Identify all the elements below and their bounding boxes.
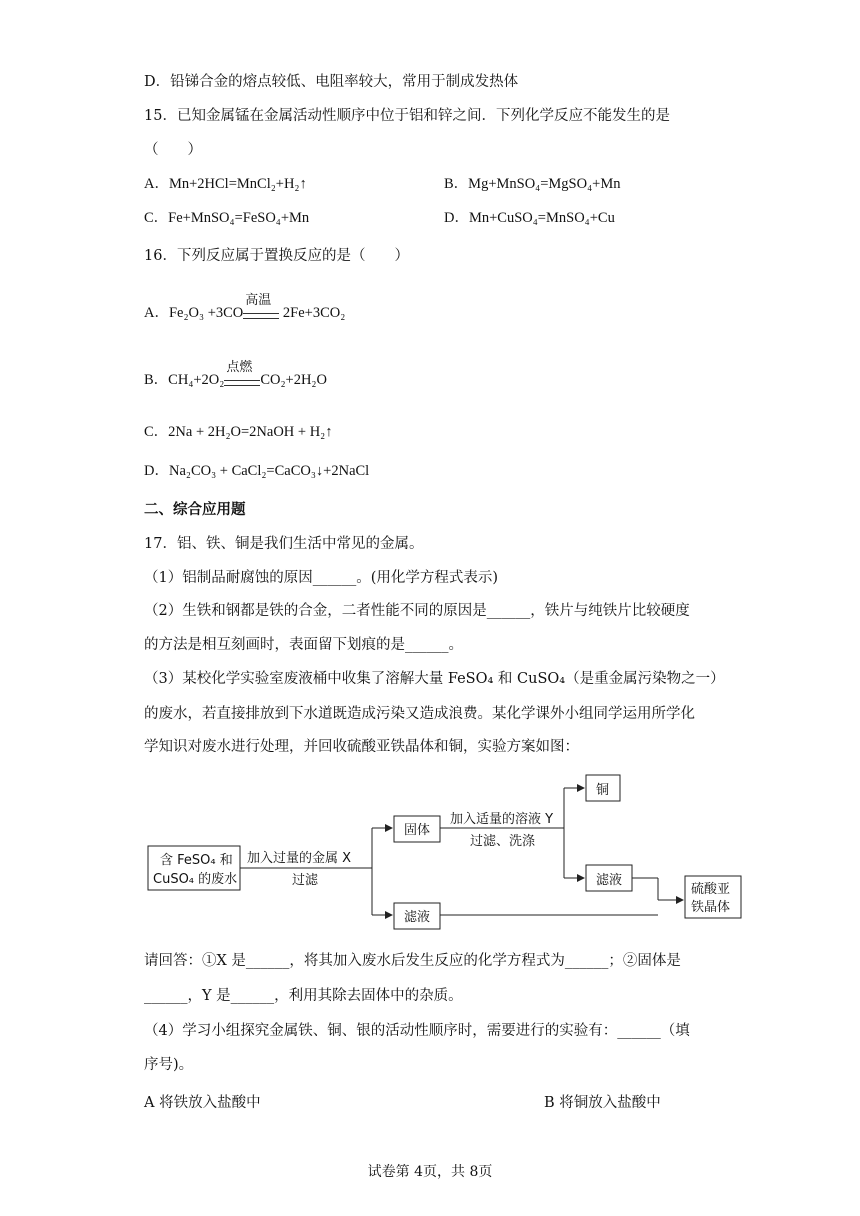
q16-option-a [144,292,346,324]
step1-operation: 过滤 [292,873,319,888]
q17-part3-line3: 学知识对废水进行处理，并回收硫酸亚铁晶体和铜，实验方案如图： [144,739,579,755]
q15-stem: 15．已知金属锰在金属活动性顺序中位于铝和锌之间．下列化学反应不能发生的是 [144,108,670,124]
reaction-condition [243,292,279,324]
process-flowchart [140,770,750,940]
equals-sign [224,380,260,386]
wastewater-label-2: CuSO₄ 的废水 [153,872,238,887]
filtrate-label-2: 滤液 [596,873,623,888]
q16-option-b [144,359,327,391]
q16-stem: 16．下列反应属于置换反应的是（ ） [144,248,409,264]
equals-sign [243,313,279,319]
condition-text: 点燃 [226,359,253,375]
wastewater-label-1: 含 FeSO₄ 和 [160,853,233,868]
equation-left: Fe₂O₃ +3CO [168,305,244,321]
option-label: B． [144,372,169,388]
filtrate-label-1: 滤液 [404,910,431,925]
q17-option-a: A 将铁放入盐酸中 [144,1095,261,1111]
q17-part2-line2: 的方法是相互刻画时，表面留下划痕的是______。 [144,637,463,653]
solid-label: 固体 [404,823,431,838]
q17-part4-line2: 序号)。 [144,1057,194,1073]
q17-part3-line2: 的废水，若直接排放到下水道既造成污染又造成浪费。某化学课外小组同学运用所学化 [144,706,695,722]
product-label-2: 铁晶体 [691,900,731,915]
equation: 2Na + 2H₂O=2NaOH + H₂↑ [168,424,333,440]
product-label-1: 硫酸亚 [691,882,731,897]
q17-option-b: B 将铜放入盐酸中 [544,1095,661,1111]
step2-reagent: 加入适量的溶液 Y [450,812,554,827]
equation-right: CO₂+2H₂O [260,372,327,388]
step1-reagent: 加入过量的金属 X [247,851,352,866]
q17-part2-line1: （2）生铁和钢都是铁的合金，二者性能不同的原因是______，铁片与纯铁片比较硬度 [144,603,690,619]
q14-option-d: D．铅锑合金的熔点较低、电阻率较大，常用于制成发热体 [144,74,519,90]
q17-part4-line1: （4）学习小组探究金属铁、铜、银的活动性顺序时，需要进行的实验有：______（填 [144,1023,690,1039]
option-label: A． [144,305,169,321]
q16-option-c [144,422,333,442]
copper-label: 铜 [596,783,610,798]
q15-option-d: D．Mn+CuSO₄=MnSO₄+Cu [444,210,615,226]
section-heading: 二、综合应用题 [144,501,246,518]
q15-option-a: A．Mn+2HCl=MnCl₂+H₂↑ [144,176,307,192]
equation: Na₂CO₃ + CaCl₂=CaCO₃↓+2NaCl [168,463,370,479]
equation-right: 2Fe+3CO₂ [282,305,346,321]
q17-part1: （1）铝制品耐腐蚀的原因______。(用化学方程式表示) [144,570,499,586]
condition-text: 高温 [245,292,272,308]
step2-operation: 过滤、洗涤 [470,834,536,849]
q15-answer-paren: （ ） [144,142,202,158]
q17-answer-line2: ______，Y 是______，利用其除去固体中的杂质。 [144,988,463,1004]
option-label: C． [144,424,169,440]
q17-stem: 17．铝、铁、铜是我们生活中常见的金属。 [144,536,424,552]
q16-option-d [144,461,369,481]
reaction-condition [224,359,260,391]
q15-option-b: B．Mg+MnSO₄=MgSO₄+Mn [444,176,621,192]
page-footer: 试卷第 4页，共 8页 [367,1164,493,1180]
option-label: D． [144,463,169,479]
equation-left: CH₄+2O₂ [168,372,225,388]
q17-part3-line1: （3）某校化学实验室废液桶中收集了溶解大量 FeSO₄ 和 CuSO₄（是重金属污染物之一） [144,671,725,687]
q15-option-c: C．Fe+MnSO₄=FeSO₄+Mn [144,210,310,226]
q17-answer-line1: 请回答：①X 是______，将其加入废水后发生反应的化学方程式为______；②固体是 [144,953,681,969]
